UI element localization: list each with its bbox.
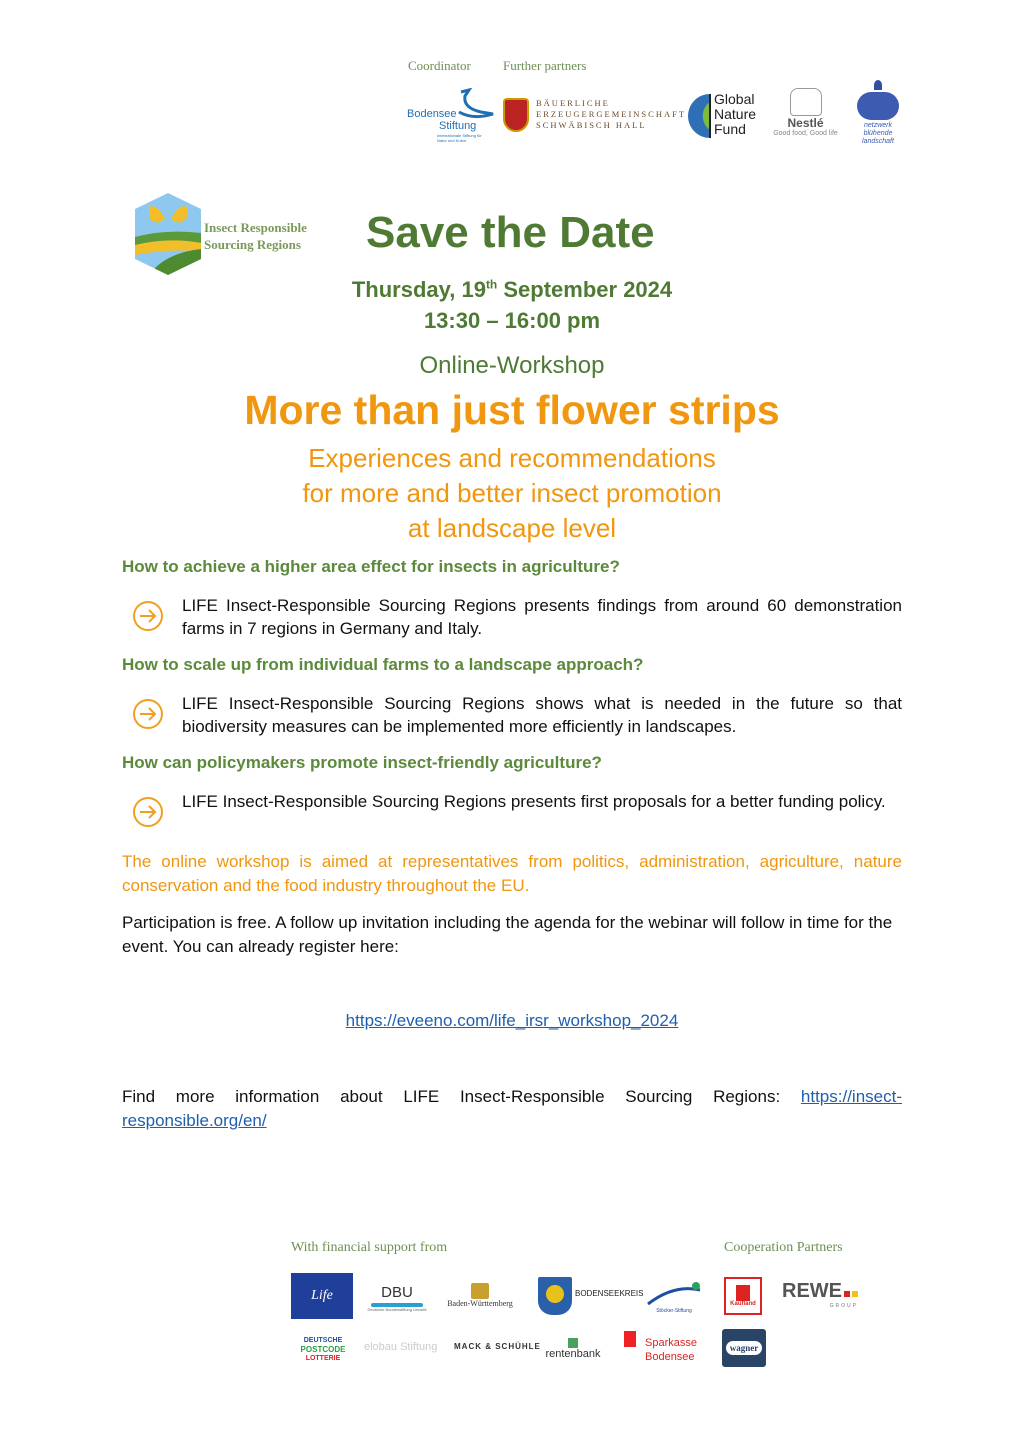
baden-wuerttemberg-logo: Baden-Württemberg	[436, 1273, 524, 1317]
stoecker-stiftung-logo: Stöcker-Stiftung	[640, 1275, 708, 1319]
answer-1: LIFE Insect-Responsible Sourcing Regions presents findings from around 60 demonstration farms in 7 regions in Germany and Italy.	[182, 596, 902, 638]
arrow-right-icon	[133, 699, 163, 729]
headline: More than just flower strips	[244, 387, 780, 433]
crest-icon	[503, 98, 529, 132]
cooperation-partners-label: Cooperation Partners	[724, 1240, 843, 1255]
subtitle: Experiences and recommendations for more and better insect promotion at landscape level	[302, 443, 722, 543]
rentenbank-logo: rentenbank	[540, 1334, 606, 1364]
butterfly-landscape-icon	[135, 193, 201, 275]
netzwerk-bluehende-landschaft-logo: netzwerk blühende landschaft	[850, 80, 906, 152]
website-link[interactable]: https://insect-responsible.org/en/	[122, 1087, 902, 1130]
answer-3: LIFE Insect-Responsible Sourcing Regions presents first proposals for a better funding policy.	[182, 792, 886, 811]
partners-label: Further partners	[503, 58, 587, 73]
register-link[interactable]: https://eveeno.com/life_irsr_workshop_2024	[345, 1011, 679, 1030]
question-2: How to scale up from individual farms to a landscape approach?	[122, 655, 644, 674]
kaufland-logo: Kaufland	[724, 1277, 762, 1315]
question-1: How to achieve a higher area effect for insects in agriculture?	[122, 557, 620, 576]
nest-icon	[790, 88, 822, 116]
irsr-logo-text: Insect Responsible Sourcing Regions	[204, 220, 307, 252]
audience-text: The online workshop is aimed at representatives from politics, administration, agriculture, nature conservation and the food industry throughout the EU.	[122, 852, 902, 895]
globe-icon	[682, 92, 712, 140]
bird-icon	[453, 88, 495, 120]
bodenseekreis-label: BODENSEEKREIS	[575, 1289, 644, 1298]
arrow-right-icon	[133, 601, 163, 631]
arrow-right-icon	[133, 797, 163, 827]
bee-icon	[857, 92, 899, 120]
answer-2: LIFE Insect-Responsible Sourcing Regions shows what is needed in the future so that biodiversity measures can be implemented more efficiently in landscapes.	[182, 694, 902, 736]
event-date: Thursday, 19th September 2024	[351, 277, 673, 302]
life-logo: Life	[291, 1273, 353, 1319]
bodenseekreis-crest	[538, 1277, 572, 1315]
participation-text: Participation is free. A follow up invitation including the agenda for the webinar will follow in time for the event. You can already register here:	[122, 913, 893, 956]
page-title: Save the Date	[366, 208, 655, 257]
sparkasse-icon	[624, 1331, 636, 1347]
nestle-logo: Nestlé Good food, Good life	[768, 88, 843, 146]
sparkasse-logo: Sparkasse Bodensee	[645, 1337, 697, 1363]
baeuerliche-logo: BÄUERLICHE ERZEUGERGEMEINSCHAFT SCHWÄBISCH HALL	[503, 96, 678, 136]
question-3: How can policymakers promote insect-friendly agriculture?	[122, 753, 602, 772]
global-nature-fund-logo: Global Nature Fund	[682, 90, 762, 142]
wagner-logo: wagner	[722, 1329, 766, 1367]
elobau-logo: elobau Stiftung	[364, 1341, 438, 1353]
rewe-logo: REWE GROUP	[782, 1280, 858, 1309]
dbu-logo: DBU Deutsche Bundesstiftung Umwelt	[367, 1284, 427, 1312]
bodensee-stiftung-logo: Bodensee Stiftung Internationale Stiftung für Natur und Kultur	[405, 88, 495, 144]
postcode-lotterie-logo: DEUTSCHE POSTCODE LOTTERIE	[300, 1336, 346, 1362]
mack-schuehle-logo: MACK & SCHÜHLE	[454, 1342, 541, 1351]
coordinator-label: Coordinator	[408, 58, 471, 73]
financial-support-label: With financial support from	[291, 1240, 448, 1255]
more-info: Find more information about LIFE Insect-Responsible Sourcing Regions: https://insect-responsible.org/en/	[122, 1087, 902, 1130]
event-time: 13:30 – 16:00 pm	[423, 308, 601, 333]
event-type: Online-Workshop	[419, 352, 605, 379]
irsr-logo	[135, 193, 201, 275]
